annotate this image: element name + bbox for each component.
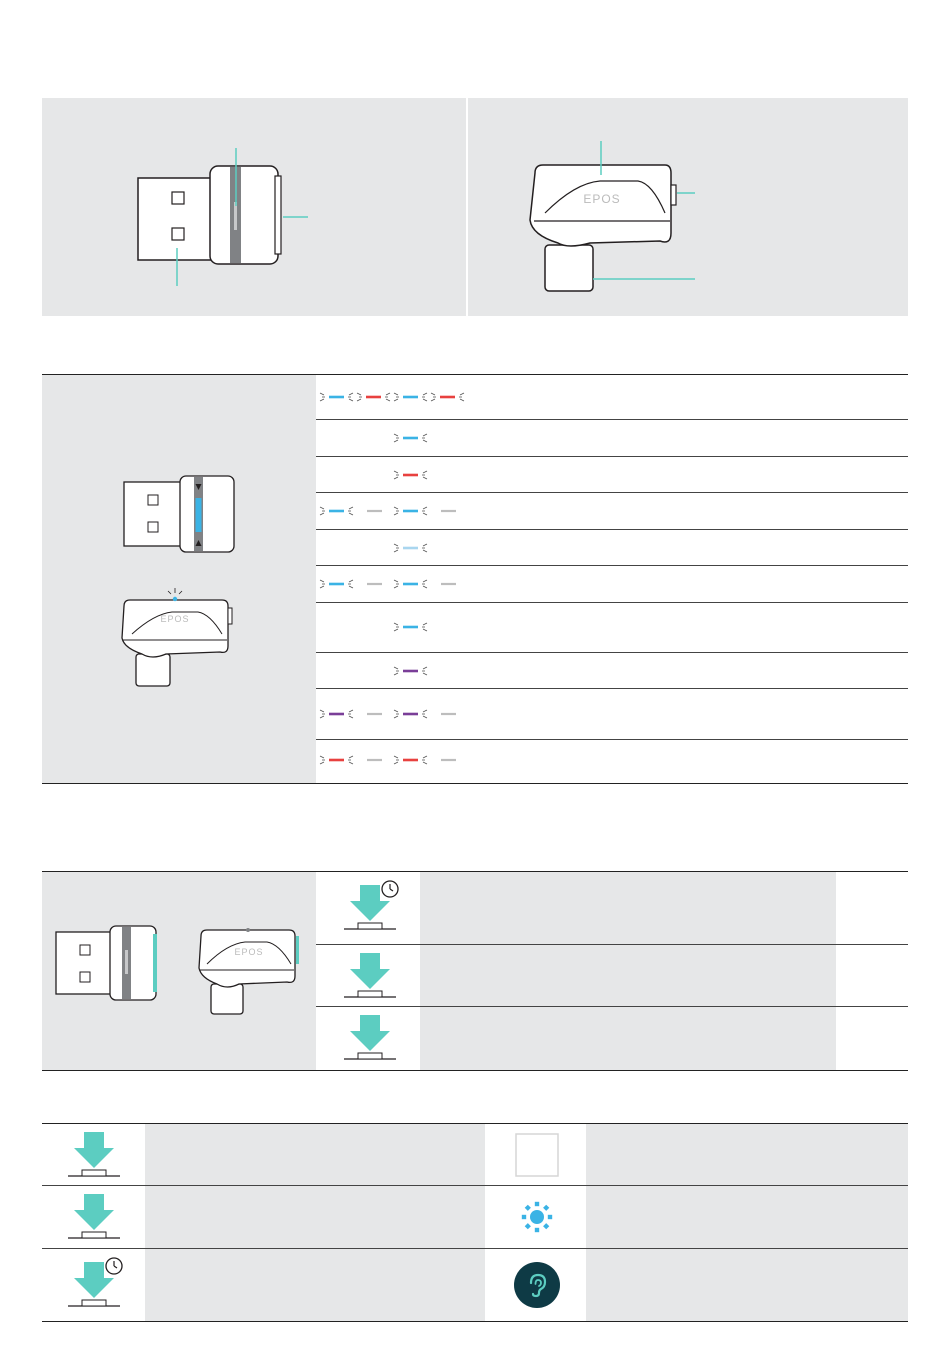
usb-contact-pad: [172, 228, 184, 240]
led-row-separator: [316, 688, 908, 689]
usb-contact-pad: [172, 192, 184, 204]
usb-c-dongle-button-illustration: [193, 920, 308, 1020]
legend-left-icon: [52, 1128, 136, 1182]
overview-divider: [466, 98, 468, 316]
led-flash-blue: [320, 393, 353, 401]
led-flash-red: [357, 393, 390, 401]
press-icon: [338, 947, 402, 1005]
usb-c-dongle-led-illustration: [114, 584, 244, 689]
led-flash-red: [320, 756, 353, 764]
button-row-separator: [316, 944, 908, 945]
led-flash-blue: [320, 507, 353, 515]
legend-row-separator: [42, 1185, 908, 1186]
led-table-image-cell: [42, 375, 316, 783]
led-dot: [173, 597, 177, 601]
led-flash-red: [394, 471, 427, 479]
press-icon: [62, 1188, 126, 1246]
button-highlight: [296, 936, 299, 964]
led-flash-light_blue: [394, 544, 427, 552]
button-row-icon: [330, 948, 410, 1004]
usb-a-dongle-illustration: [120, 140, 320, 290]
legend-row-separator: [42, 1248, 908, 1249]
led-row-separator: [316, 739, 908, 740]
led-row-separator: [316, 565, 908, 566]
press-hold-icon: [338, 879, 402, 937]
led-flash-blue: [320, 580, 353, 588]
legend-right-desc: [586, 1124, 908, 1321]
led-sequence-row: [318, 541, 439, 555]
button-table-bottom-rule: [42, 1070, 908, 1071]
led-flash-red: [431, 393, 464, 401]
led-sequence-row: [318, 390, 476, 404]
button-row-separator: [316, 1006, 908, 1007]
led-row-separator: [316, 652, 908, 653]
led-flash-blue: [394, 507, 427, 515]
led-row-separator: [316, 492, 908, 493]
button-row-icon: [330, 878, 410, 938]
led-sequence-row: [318, 468, 439, 482]
led-flash-red: [394, 756, 427, 764]
legend-bottom-rule: [42, 1321, 908, 1322]
led-flash-blue: [394, 393, 427, 401]
led-flash-blue: [394, 580, 427, 588]
led-sequence-row: [318, 753, 476, 767]
led-sequence-row: [318, 431, 439, 445]
led-flash-blue: [394, 623, 427, 631]
press-icon: [62, 1126, 126, 1184]
led-sequence-row: [318, 504, 476, 518]
svg-text:EPOS: EPOS: [160, 614, 190, 624]
led-sequence-row: [318, 620, 439, 634]
legend-left-icon: [52, 1190, 136, 1244]
led-row-separator: [316, 456, 908, 457]
usb-a-dongle-button-illustration: [52, 920, 167, 1010]
led-row-separator: [316, 602, 908, 603]
legend-right-icon: [495, 1254, 579, 1316]
led-sequence-row: [318, 664, 439, 678]
led-off-square-icon: [514, 1132, 560, 1178]
press-icon: [338, 1009, 402, 1067]
legend-right-icon: [495, 1190, 579, 1244]
press-hold-icon: [62, 1256, 126, 1314]
legend-left-icon: [52, 1254, 136, 1316]
led-table-bottom-rule: [42, 783, 908, 784]
led-row-separator: [316, 529, 908, 530]
led-row-separator: [316, 419, 908, 420]
led-strip-lit: [196, 498, 202, 532]
led-flash-purple: [394, 667, 427, 675]
button-table-desc-cell: [420, 872, 836, 1070]
led-sequence-row: [318, 707, 476, 721]
legend-right-icon: [495, 1128, 579, 1182]
led-light-icon: [517, 1197, 557, 1237]
svg-text:EPOS: EPOS: [234, 947, 264, 957]
button-highlight: [153, 934, 157, 992]
led-sequence-row: [318, 577, 476, 591]
usb-c-dongle-illustration: [520, 135, 720, 300]
svg-text:EPOS: EPOS: [583, 192, 621, 206]
button-row-icon: [330, 1010, 410, 1066]
led-flash-blue: [394, 434, 427, 442]
led-flash-purple: [394, 710, 427, 718]
legend-left-desc: [145, 1124, 485, 1321]
usb-a-dongle-led-illustration: [110, 470, 250, 560]
ear-icon: [513, 1261, 561, 1309]
led-flash-purple: [320, 710, 353, 718]
